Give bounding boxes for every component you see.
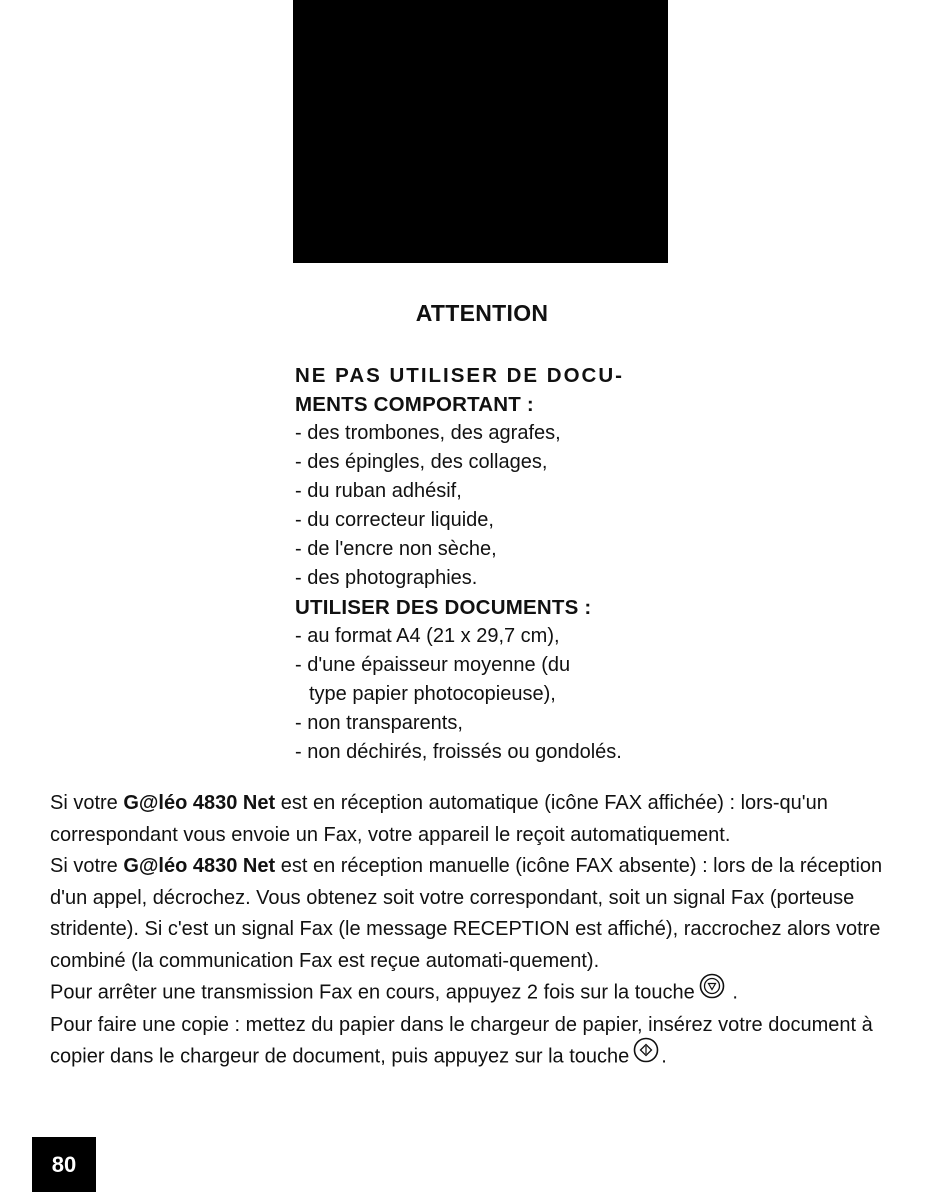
paragraph-text: Pour arrêter une transmission Fax en cours, appuyez 2 fois sur la touche	[50, 981, 695, 1004]
paragraph-text: Pour faire une copie : mettez du papier dans le chargeur de papier, insérez votre document à copier dans le chargeur de document, puis appuyez sur la touche	[50, 1013, 873, 1068]
use-documents-item: type papier photocopieuse),	[309, 683, 556, 705]
product-name: G@léo 4830 Net	[123, 792, 276, 814]
do-not-use-heading-line2: MENTS COMPORTANT :	[295, 393, 534, 416]
paragraph-text: Si votre	[50, 855, 124, 877]
use-documents-item: - au format A4 (21 x 29,7 cm),	[295, 625, 560, 647]
do-not-use-item: - de l'encre non sèche,	[295, 538, 497, 560]
use-documents-heading: UTILISER DES DOCUMENTS :	[295, 596, 592, 619]
copy-paragraph	[50, 1010, 915, 1074]
do-not-use-item: - du ruban adhésif,	[295, 480, 462, 502]
page-number: 80	[32, 1137, 96, 1192]
instructions-text	[50, 788, 915, 1074]
use-documents-item: - d'une épaisseur moyenne (du	[295, 654, 571, 676]
do-not-use-item: - des trombones, des agrafes,	[295, 422, 561, 444]
paragraph-text: .	[661, 1045, 667, 1068]
paragraph-text: Si votre	[50, 792, 124, 814]
auto-reception-paragraph	[50, 788, 915, 851]
do-not-use-item: - des photographies.	[295, 567, 478, 589]
paragraph-text: est en réception manuelle (icône FAX absente) : lors de la réception d'un appel, décrochez. Vous obtenez soit votre correspondant, soit un signal Fax (porteuse stridente). Si c'est un signal Fax (le message RECEPTION est affiché), raccrochez alors votre combiné (la communication Fax est reçue automati-quement).	[50, 855, 883, 972]
start-key-icon	[633, 1037, 659, 1074]
photo-placeholder	[293, 0, 668, 263]
do-not-use-item: - des épingles, des collages,	[295, 451, 548, 473]
do-not-use-item: - du correcteur liquide,	[295, 509, 494, 531]
product-name: G@léo 4830 Net	[123, 855, 276, 877]
use-documents-item: - non déchirés, froissés ou gondolés.	[295, 741, 622, 763]
paragraph-text: est en réception automatique (icône FAX affichée) : lors-qu'un correspondant vous envoie un Fax, votre appareil le reçoit automatiquement.	[50, 792, 828, 846]
manual-reception-paragraph	[50, 851, 915, 977]
paragraph-text: .	[726, 981, 738, 1004]
stop-key-icon	[699, 973, 725, 1010]
use-documents-item: - non transparents,	[295, 712, 463, 734]
do-not-use-heading-line1: NE PAS UTILISER DE DOCU-	[295, 364, 624, 387]
attention-title: ATTENTION	[415, 300, 549, 326]
attention-box	[295, 361, 695, 767]
do-not-use-heading	[295, 361, 695, 419]
stop-transmission-paragraph	[50, 977, 915, 1010]
